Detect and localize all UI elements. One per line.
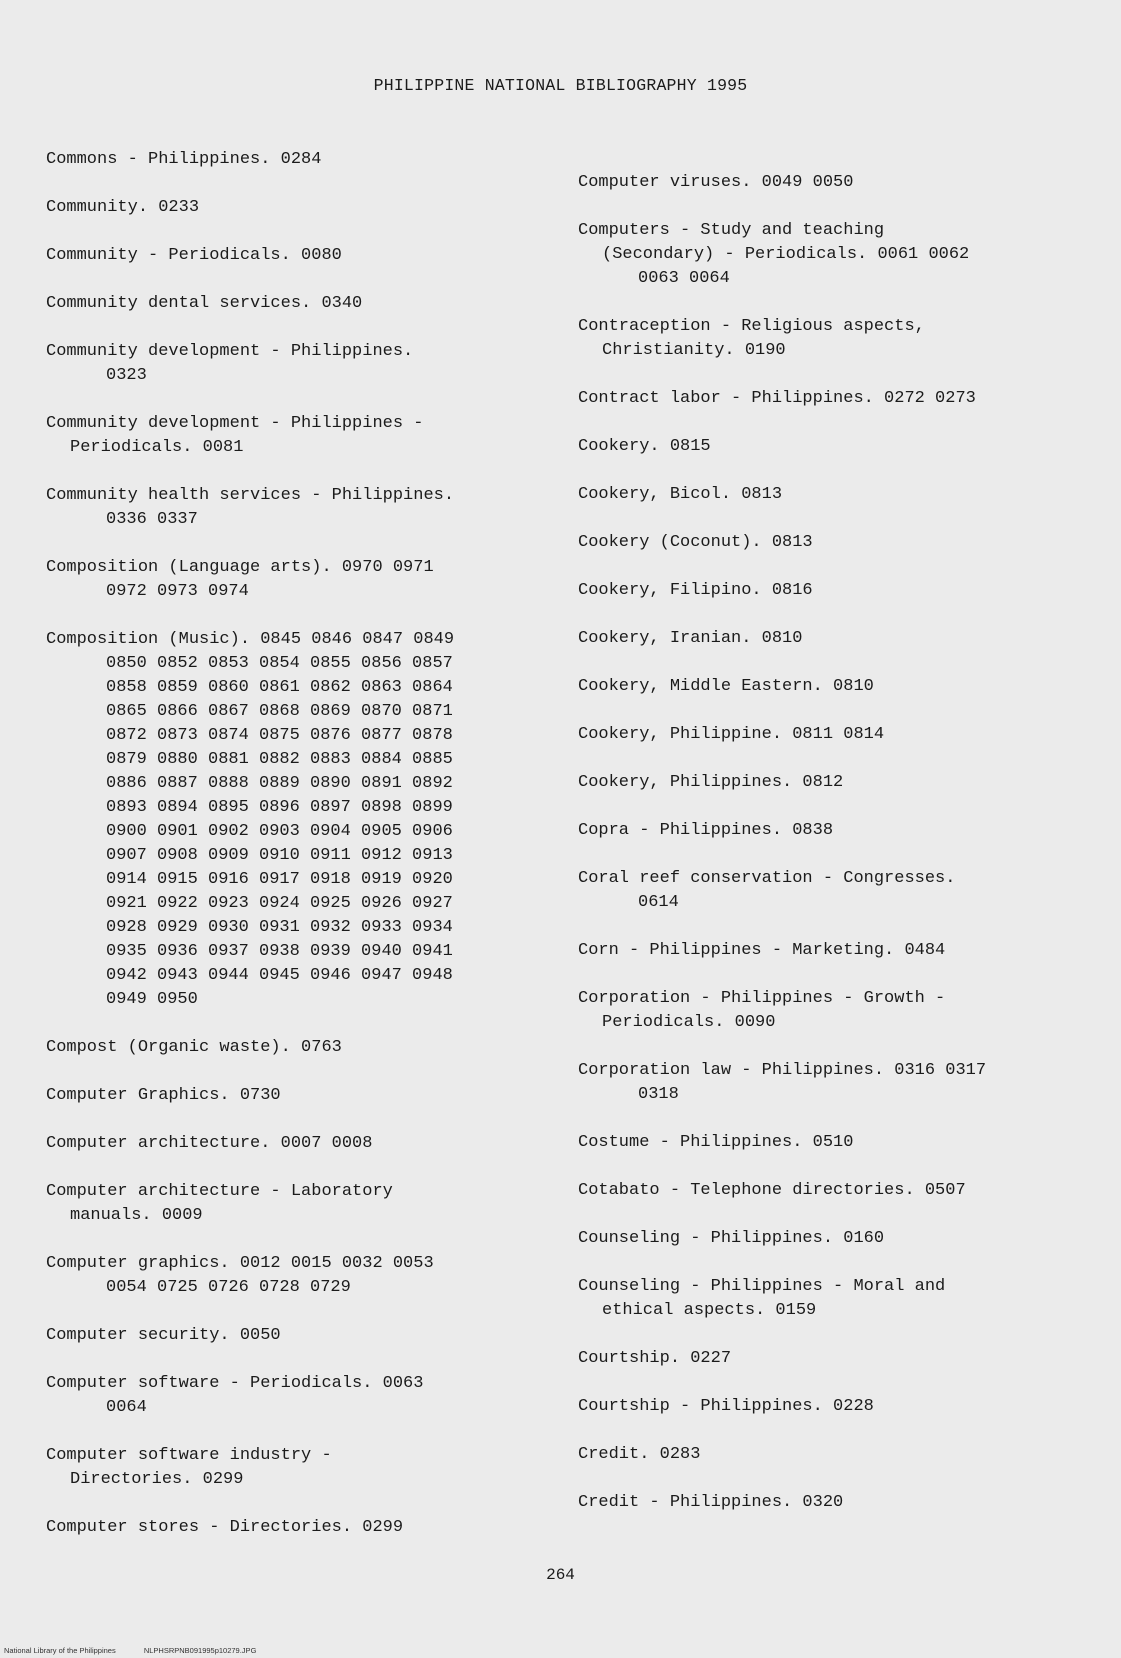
entry-heading: Cookery (Coconut). 0813 <box>578 533 813 552</box>
entry-heading: Counseling - Philippines - Moral and <box>578 1277 946 1296</box>
entry-continuation: (Secondary) - Periodicals. 0061 0062 <box>602 245 970 264</box>
entry-continuation: 0886 0887 0888 0889 0890 0891 0892 <box>106 774 453 793</box>
index-entry <box>46 148 546 172</box>
entry-heading: Community dental services. 0340 <box>46 294 363 313</box>
entry-continuation: Christianity. 0190 <box>602 341 786 360</box>
entry-continuation: 0064 <box>106 1398 147 1417</box>
entry-heading: Compost (Organic waste). 0763 <box>46 1038 342 1057</box>
entry-continuation: 0942 0943 0944 0945 0946 0947 0948 <box>106 966 453 985</box>
index-entry <box>578 531 1098 555</box>
entry-heading: Cookery, Philippine. 0811 0814 <box>578 725 885 744</box>
index-entry <box>578 1179 1098 1203</box>
entry-heading: Credit - Philippines. 0320 <box>578 1493 844 1512</box>
entry-heading: Computer graphics. 0012 0015 0032 0053 <box>46 1254 434 1273</box>
entry-continuation: 0336 0337 <box>106 510 198 529</box>
index-entry <box>46 1180 546 1228</box>
index-entry <box>578 387 1098 411</box>
index-entry <box>46 1036 546 1060</box>
entry-continuation: 0054 0725 0726 0728 0729 <box>106 1278 351 1297</box>
index-entry <box>46 1372 546 1420</box>
entry-continuation: 0318 <box>638 1085 679 1104</box>
entry-heading: Community development - Philippines - <box>46 414 424 433</box>
entry-continuation: manuals. 0009 <box>70 1206 203 1225</box>
index-entry <box>46 292 546 316</box>
index-entry <box>578 723 1098 747</box>
entry-continuation: 0850 0852 0853 0854 0855 0856 0857 <box>106 654 453 673</box>
entry-continuation: 0872 0873 0874 0875 0876 0877 0878 <box>106 726 453 745</box>
entry-heading: Coral reef conservation - Congresses. <box>578 869 956 888</box>
entry-continuation: Directories. 0299 <box>70 1470 244 1489</box>
right-column <box>578 171 1098 1539</box>
entry-heading: Cookery, Filipino. 0816 <box>578 581 813 600</box>
entry-heading: Community - Periodicals. 0080 <box>46 246 342 265</box>
entry-heading: Community. 0233 <box>46 198 200 217</box>
entry-continuation: Periodicals. 0081 <box>70 438 244 457</box>
index-entry <box>578 1347 1098 1371</box>
entry-continuation: ethical aspects. 0159 <box>602 1301 817 1320</box>
entry-heading: Computer software industry - <box>46 1446 332 1465</box>
entry-heading: Contract labor - Philippines. 0272 0273 <box>578 389 976 408</box>
library-credit: National Library of the Philippines <box>4 1646 116 1655</box>
scan-footer <box>4 1646 282 1655</box>
index-entry <box>46 1084 546 1108</box>
page-title: PHILIPPINE NATIONAL BIBLIOGRAPHY 1995 <box>373 76 748 95</box>
entry-heading: Composition (Music). 0845 0846 0847 0849 <box>46 630 455 649</box>
index-entry <box>578 1059 1098 1107</box>
left-column <box>46 148 546 1564</box>
entry-heading: Cookery, Philippines. 0812 <box>578 773 844 792</box>
index-entry <box>46 244 546 268</box>
entry-heading: Computer stores - Directories. 0299 <box>46 1518 404 1537</box>
entry-continuation: 0949 0950 <box>106 990 198 1009</box>
entry-continuation: 0907 0908 0909 0910 0911 0912 0913 <box>106 846 453 865</box>
entry-heading: Courtship. 0227 <box>578 1349 732 1368</box>
entry-heading: Costume - Philippines. 0510 <box>578 1133 854 1152</box>
index-entry <box>578 819 1098 843</box>
entry-heading: Cotabato - Telephone directories. 0507 <box>578 1181 966 1200</box>
entry-continuation: 0865 0866 0867 0868 0869 0870 0871 <box>106 702 453 721</box>
index-entry <box>46 1132 546 1156</box>
entry-continuation: 0614 <box>638 893 679 912</box>
index-entry <box>578 315 1098 363</box>
index-entry <box>578 867 1098 915</box>
entry-continuation: 0063 0064 <box>638 269 730 288</box>
index-entry <box>46 412 546 460</box>
entry-continuation: 0879 0880 0881 0882 0883 0884 0885 <box>106 750 453 769</box>
entry-heading: Computer software - Periodicals. 0063 <box>46 1374 424 1393</box>
entry-continuation: Periodicals. 0090 <box>602 1013 776 1032</box>
entry-heading: Computer architecture. 0007 0008 <box>46 1134 373 1153</box>
entry-heading: Contraception - Religious aspects, <box>578 317 925 336</box>
entry-heading: Computers - Study and teaching <box>578 221 885 240</box>
entry-heading: Cookery, Middle Eastern. 0810 <box>578 677 874 696</box>
index-entry <box>578 987 1098 1035</box>
index-entry <box>46 628 546 1012</box>
entry-heading: Computer viruses. 0049 0050 <box>578 173 854 192</box>
entry-heading: Courtship - Philippines. 0228 <box>578 1397 874 1416</box>
entry-heading: Community health services - Philippines. <box>46 486 455 505</box>
entry-heading: Composition (Language arts). 0970 0971 <box>46 558 434 577</box>
index-entry <box>578 579 1098 603</box>
index-entry <box>46 556 546 604</box>
entry-heading: Community development - Philippines. <box>46 342 414 361</box>
entry-heading: Corporation - Philippines - Growth - <box>578 989 946 1008</box>
entry-heading: Counseling - Philippines. 0160 <box>578 1229 885 1248</box>
entry-continuation: 0893 0894 0895 0896 0897 0898 0899 <box>106 798 453 817</box>
entry-continuation: 0972 0973 0974 <box>106 582 249 601</box>
entry-continuation: 0900 0901 0902 0903 0904 0905 0906 <box>106 822 453 841</box>
entry-heading: Computer architecture - Laboratory <box>46 1182 393 1201</box>
entry-continuation: 0858 0859 0860 0861 0862 0863 0864 <box>106 678 453 697</box>
index-entry <box>46 196 546 220</box>
index-entry <box>46 1444 546 1492</box>
index-entry <box>578 939 1098 963</box>
index-entry <box>578 1131 1098 1155</box>
entry-heading: Cookery, Iranian. 0810 <box>578 629 803 648</box>
index-entry <box>46 1252 546 1300</box>
entry-heading: Cookery, Bicol. 0813 <box>578 485 783 504</box>
index-entry <box>578 1275 1098 1323</box>
index-entry <box>578 219 1098 291</box>
entry-continuation: 0323 <box>106 366 147 385</box>
entry-continuation: 0935 0936 0937 0938 0939 0940 0941 <box>106 942 453 961</box>
entry-heading: Credit. 0283 <box>578 1445 701 1464</box>
index-entry <box>578 1491 1098 1515</box>
index-entry <box>46 1516 546 1540</box>
scan-filename: NLPHSRPNB091995p10279.JPG <box>143 1646 257 1655</box>
index-entry <box>578 483 1098 507</box>
index-entry <box>46 484 546 532</box>
entry-heading: Commons - Philippines. 0284 <box>46 150 322 169</box>
index-entry <box>578 627 1098 651</box>
entry-continuation: 0914 0915 0916 0917 0918 0919 0920 <box>106 870 453 889</box>
page-number: 264 <box>546 1566 575 1584</box>
index-entry <box>578 771 1098 795</box>
index-entry <box>578 1395 1098 1419</box>
entry-heading: Computer security. 0050 <box>46 1326 281 1345</box>
index-entry <box>578 171 1098 195</box>
index-entry <box>578 675 1098 699</box>
entry-heading: Computer Graphics. 0730 <box>46 1086 281 1105</box>
entry-continuation: 0921 0922 0923 0924 0925 0926 0927 <box>106 894 453 913</box>
entry-heading: Corn - Philippines - Marketing. 0484 <box>578 941 946 960</box>
entry-heading: Cookery. 0815 <box>578 437 711 456</box>
entry-heading: Corporation law - Philippines. 0316 0317 <box>578 1061 987 1080</box>
index-entry <box>578 435 1098 459</box>
index-entry <box>578 1227 1098 1251</box>
index-entry <box>578 1443 1098 1467</box>
index-entry <box>46 340 546 388</box>
index-entry <box>46 1324 546 1348</box>
entry-heading: Copra - Philippines. 0838 <box>578 821 834 840</box>
entry-continuation: 0928 0929 0930 0931 0932 0933 0934 <box>106 918 453 937</box>
